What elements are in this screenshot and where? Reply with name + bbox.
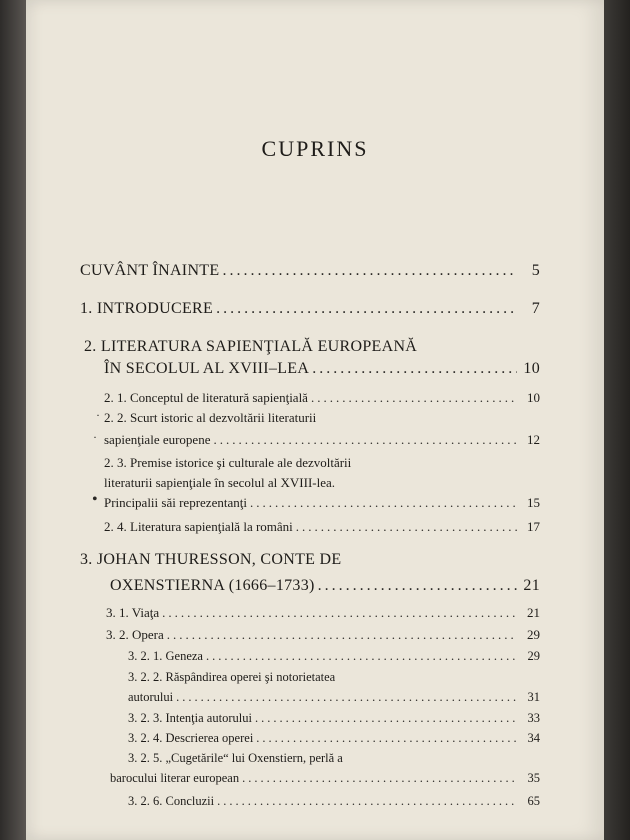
page-number: 7 [531,300,540,317]
leader-dots [162,605,517,621]
leader-dots [216,300,517,318]
page-number: 21 [527,605,540,620]
toc-entry-3-2-3: 3. 2. 3. Intenţia autorului ..... 33 [128,711,540,726]
leader-dots [217,794,517,809]
leader-dots [242,771,517,786]
toc-entry-cuvant-inainte: CUVÂNT ÎNAINTE ..... 5 [80,262,540,280]
toc-entry-3-2-5: barocului literar european ..... 35 [110,771,540,786]
toc-entry-3-2-2: autorului ..... 31 [128,690,540,705]
leader-dots [296,519,517,535]
leader-dots [213,432,517,448]
leader-dots [318,577,517,595]
toc-entry-2-3: Principalii săi reprezentanţi ..... 15 [104,495,540,511]
stray-mark: · [96,408,100,422]
page-number: 34 [527,731,540,745]
toc-entry-3-2-4: 3. 2. 4. Descrierea operei ..... 34 [128,731,540,746]
page-number: 21 [523,577,540,594]
page-number: 15 [527,495,540,510]
page-number: 35 [527,771,540,785]
leader-dots [176,690,517,705]
page-edge-shadow [604,0,630,840]
leader-dots [250,495,517,511]
stray-mark: • [92,491,98,508]
page-number: 33 [527,711,540,725]
toc-entry-chapter-2-title: 2. LITERATURA SAPIENŢIALĂ EUROPEANĂ [84,338,418,355]
page-number: 10 [523,360,540,377]
toc-entry-introducere: 1. INTRODUCERE ..... 7 [80,300,540,318]
toc-entry-2-1: 2. 1. Conceptul de literatură sapienţială ..... 10 [104,390,540,406]
page-number: 29 [527,649,540,663]
page-number: 29 [527,627,540,642]
toc-entry-3-2-5-title: 3. 2. 5. „Cugetările“ lui Oxenstiern, perlă a [128,751,343,765]
toc-entry-3-1: 3. 1. Viaţa ..... 21 [106,605,540,621]
toc-entry-2-4: 2. 4. Literatura sapienţială la români ..... 17 [104,519,540,535]
toc-entry-3-2: 3. 2. Opera ..... 29 [106,627,540,643]
page-number: 12 [527,432,540,447]
toc-entry-chapter-3-title: 3. JOHAN THURESSON, CONTE DE [80,551,342,568]
page-number: 10 [527,390,540,405]
book-spine-shadow [0,0,26,840]
leader-dots [255,711,517,726]
leader-dots [256,731,517,746]
page-title: CUPRINS [261,136,369,161]
toc-entry-chapter-2: ÎN SECOLUL AL XVIII–LEA ..... 10 [104,360,540,378]
leader-dots [311,390,517,406]
page-number: 17 [527,519,540,534]
toc-entry-2-3-title: 2. 3. Premise istorice şi culturale ale dezvoltării [104,455,352,470]
page-number: 5 [531,262,540,279]
leader-dots [206,649,517,664]
toc-entry-chapter-3: OXENSTIERNA (1666–1733) ..... 21 [110,577,540,595]
leader-dots [167,627,517,643]
toc-entry-2-2-title: 2. 2. Scurt istoric al dezvoltării literaturii [104,410,317,425]
toc-entry-2-2: sapienţiale europene ..... 12 [104,432,540,448]
page-number: 31 [527,690,540,704]
toc-entry-3-2-1: 3. 2. 1. Geneza ..... 29 [128,649,540,664]
toc-entry-2-3-cont: literaturii sapienţiale în secolul al XVIII-lea. [104,475,336,490]
stray-mark: · [93,430,97,444]
leader-dots [312,360,517,378]
leader-dots [222,262,517,280]
toc-entry-3-2-6: 3. 2. 6. Concluzii ..... 65 [128,794,540,809]
toc-entry-3-2-2-title: 3. 2. 2. Răspândirea operei şi notorietatea [128,670,336,684]
page-number: 65 [527,794,540,808]
